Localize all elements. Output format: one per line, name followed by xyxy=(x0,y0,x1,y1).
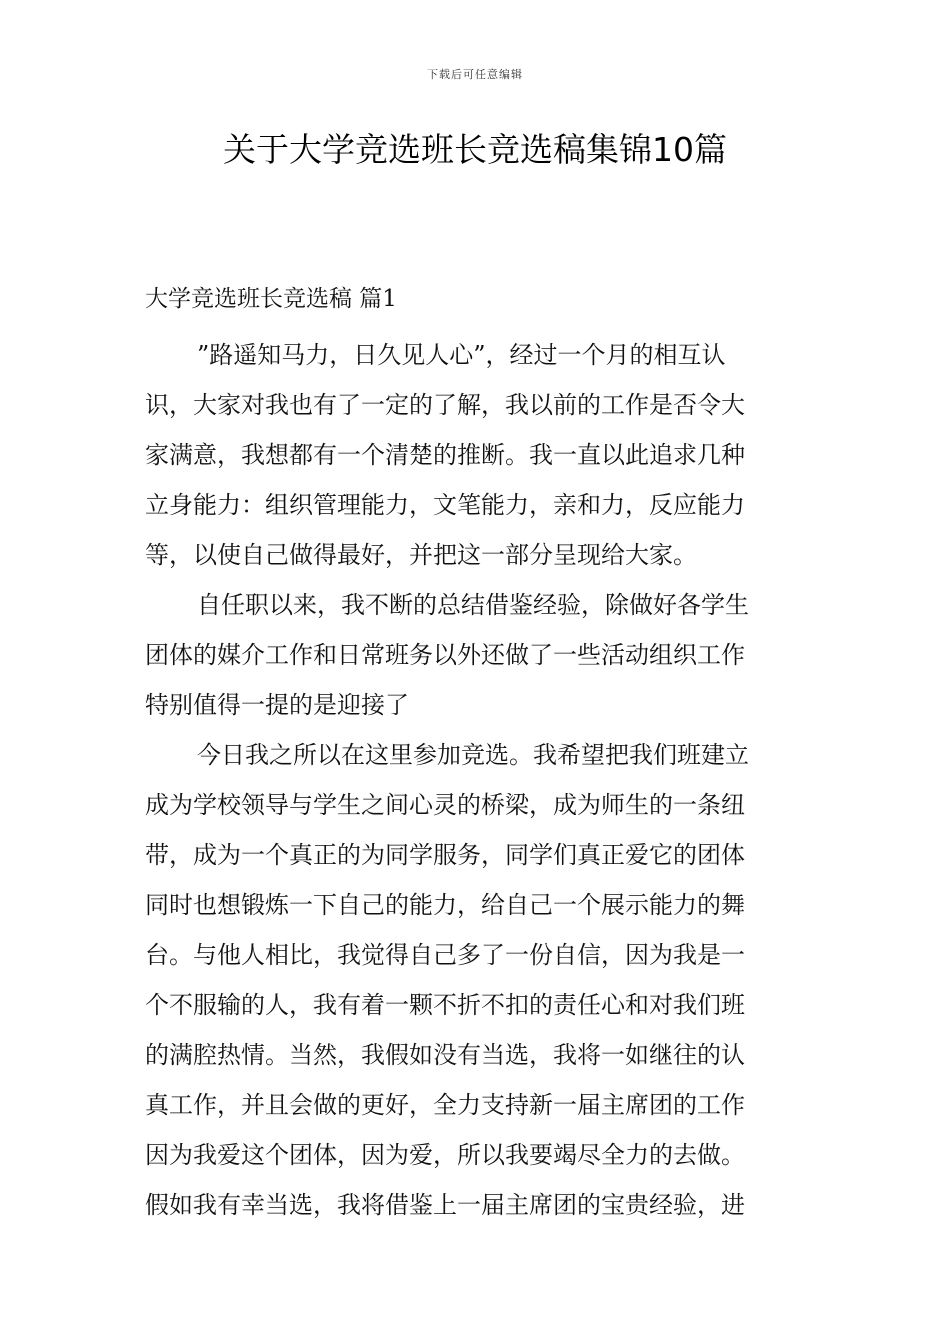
paragraph-line: 台。与他人相比，我觉得自己多了一份自信，因为我是一 xyxy=(145,941,745,969)
paragraph-line: 自任职以来，我不断的总结借鉴经验，除做好各学生 xyxy=(197,591,749,619)
paragraph-line: 个不服输的人，我有着一颗不折不扣的责任心和对我们班 xyxy=(145,991,745,1019)
paragraph-line: 的满腔热情。当然，我假如没有当选，我将一如继往的认 xyxy=(145,1041,745,1069)
paragraph-line: 等，以使自己做得最好，并把这一部分呈现给大家。 xyxy=(145,541,697,569)
paragraph-line: ”路遥知马力，日久见人心”，经过一个月的相互认 xyxy=(197,341,726,369)
paragraph-3 xyxy=(145,730,807,1230)
paragraph-line: 带，成为一个真正的为同学服务，同学们真正爱它的团体 xyxy=(145,841,745,869)
paragraph-line: 立身能力：组织管理能力，文笔能力，亲和力，反应能力 xyxy=(145,491,745,519)
paragraph-line: 假如我有幸当选，我将借鉴上一届主席团的宝贵经验，进 xyxy=(145,1191,745,1219)
paragraph-line: 真工作，并且会做的更好，全力支持新一届主席团的工作 xyxy=(145,1091,745,1119)
paragraph-line: 同时也想锻炼一下自己的能力，给自己一个展示能力的舞 xyxy=(145,891,745,919)
document-title: 关于大学竞选班长竞选稿集锦10篇 xyxy=(223,130,727,169)
paragraph-line: 家满意，我想都有一个清楚的推断。我一直以此追求几种 xyxy=(145,441,745,469)
paragraph-line: 成为学校领导与学生之间心灵的桥梁，成为师生的一条纽 xyxy=(145,791,745,819)
paragraph-2 xyxy=(145,580,807,730)
paragraph-line: 识，大家对我也有了一定的了解，我以前的工作是否令大 xyxy=(145,391,745,419)
paragraph-line: 特别值得一提的是迎接了 xyxy=(145,691,409,719)
header-note: 下载后可任意编辑 xyxy=(427,68,523,81)
paragraph-line: 今日我之所以在这里参加竞选。我希望把我们班建立 xyxy=(197,741,749,769)
paragraph-line: 团体的媒介工作和日常班务以外还做了一些活动组织工作 xyxy=(145,641,745,669)
section-heading: 大学竞选班长竞选稿 篇1 xyxy=(145,286,397,312)
paragraph-line: 因为我爱这个团体，因为爱，所以我要竭尽全力的去做。 xyxy=(145,1141,745,1169)
document-body xyxy=(145,282,807,1230)
paragraph-1 xyxy=(145,330,807,580)
